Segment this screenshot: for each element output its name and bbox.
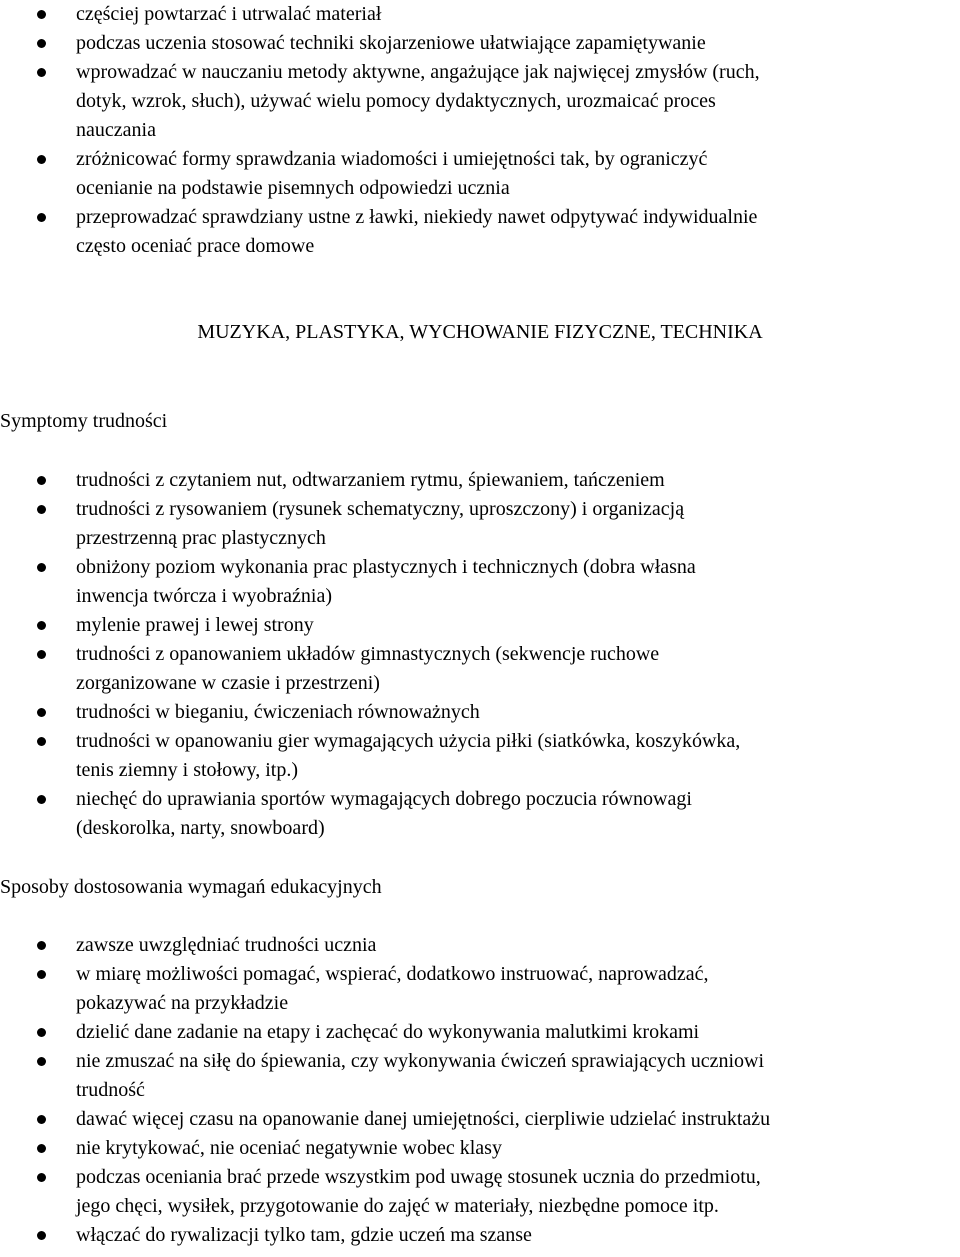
list-item: dawać więcej czasu na opanowanie danej umiejętności, cierpliwie udzielać instruktażu [0, 1105, 960, 1134]
list-item: włączać do rywalizacji tylko tam, gdzie uczeń ma szanse [0, 1221, 960, 1250]
list-item: trudności z czytaniem nut, odtwarzaniem rytmu, śpiewaniem, tańczeniem [0, 466, 960, 495]
list-item-continuation: zorganizowane w czasie i przestrzeni) [76, 672, 380, 694]
list-item: obniżony poziom wykonania prac plastycznych i technicznych (dobra własna [0, 553, 960, 582]
list-item-continuation: jego chęci, wysiłek, przygotowanie do zajęć w materiały, niezbędne pomoce itp. [76, 1195, 719, 1217]
list-item-continuation: nauczania [76, 119, 156, 141]
list-item-continuation: często oceniać prace domowe [76, 235, 315, 257]
list-item-continuation: ocenianie na podstawie pisemnych odpowiedzi ucznia [76, 177, 510, 199]
list-item-continuation: inwencja twórcza i wyobraźnia) [76, 585, 332, 607]
list-item: trudności w opanowaniu gier wymagających użycia piłki (siatkówka, koszykówka, [0, 727, 960, 756]
list-item: podczas uczenia stosować techniki skojarzeniowe ułatwiające zapamiętywanie [0, 29, 960, 58]
list-item: trudności w bieganiu, ćwiczeniach równoważnych [0, 698, 960, 727]
list-item: zawsze uwzględniać trudności ucznia [0, 931, 960, 960]
list-item: w miarę możliwości pomagać, wspierać, dodatkowo instruować, naprowadzać, [0, 960, 960, 989]
list-item: dzielić dane zadanie na etapy i zachęcać do wykonywania malutkimi krokami [0, 1018, 960, 1047]
list-item-continuation: tenis ziemny i stołowy, itp.) [76, 759, 299, 781]
section-title: MUZYKA, PLASTYKA, WYCHOWANIE FIZYCZNE, TECHNIKA [197, 321, 763, 343]
list-item-continuation: (deskorolka, narty, snowboard) [76, 817, 325, 839]
list-item: zróżnicować formy sprawdzania wiadomości i umiejętności tak, by ograniczyć [0, 145, 960, 174]
bullet-list-methods [0, 931, 960, 1250]
symptoms-heading: Symptomy trudności [0, 410, 168, 432]
list-item: częściej powtarzać i utrwalać materiał [0, 0, 960, 29]
list-item: trudności z rysowaniem (rysunek schematyczny, uproszczony) i organizacją [0, 495, 960, 524]
list-item: nie krytykować, nie oceniać negatywnie wobec klasy [0, 1134, 960, 1163]
list-item: podczas oceniania brać przede wszystkim pod uwagę stosunek ucznia do przedmiotu, [0, 1163, 960, 1192]
list-item-continuation: przestrzenną prac plastycznych [76, 527, 326, 549]
bullet-list-symptoms [0, 466, 960, 843]
list-item: przeprowadzać sprawdziany ustne z ławki, niekiedy nawet odpytywać indywidualnie [0, 203, 960, 232]
list-item-continuation: pokazywać na przykładzie [76, 992, 289, 1014]
list-item: trudności z opanowaniem układów gimnastycznych (sekwencje ruchowe [0, 640, 960, 669]
methods-heading: Sposoby dostosowania wymagań edukacyjnych [0, 876, 382, 898]
list-item-continuation: dotyk, wzrok, słuch), używać wielu pomocy dydaktycznych, urozmaicać proces [76, 90, 716, 112]
bullet-list-general [0, 0, 960, 261]
list-item: niechęć do uprawiania sportów wymagających dobrego poczucia równowagi [0, 785, 960, 814]
list-item: wprowadzać w nauczaniu metody aktywne, angażujące jak najwięcej zmysłów (ruch, [0, 58, 960, 87]
list-item: mylenie prawej i lewej strony [0, 611, 960, 640]
list-item-continuation: trudność [76, 1079, 145, 1101]
list-item: nie zmuszać na siłę do śpiewania, czy wykonywania ćwiczeń sprawiających uczniowi [0, 1047, 960, 1076]
